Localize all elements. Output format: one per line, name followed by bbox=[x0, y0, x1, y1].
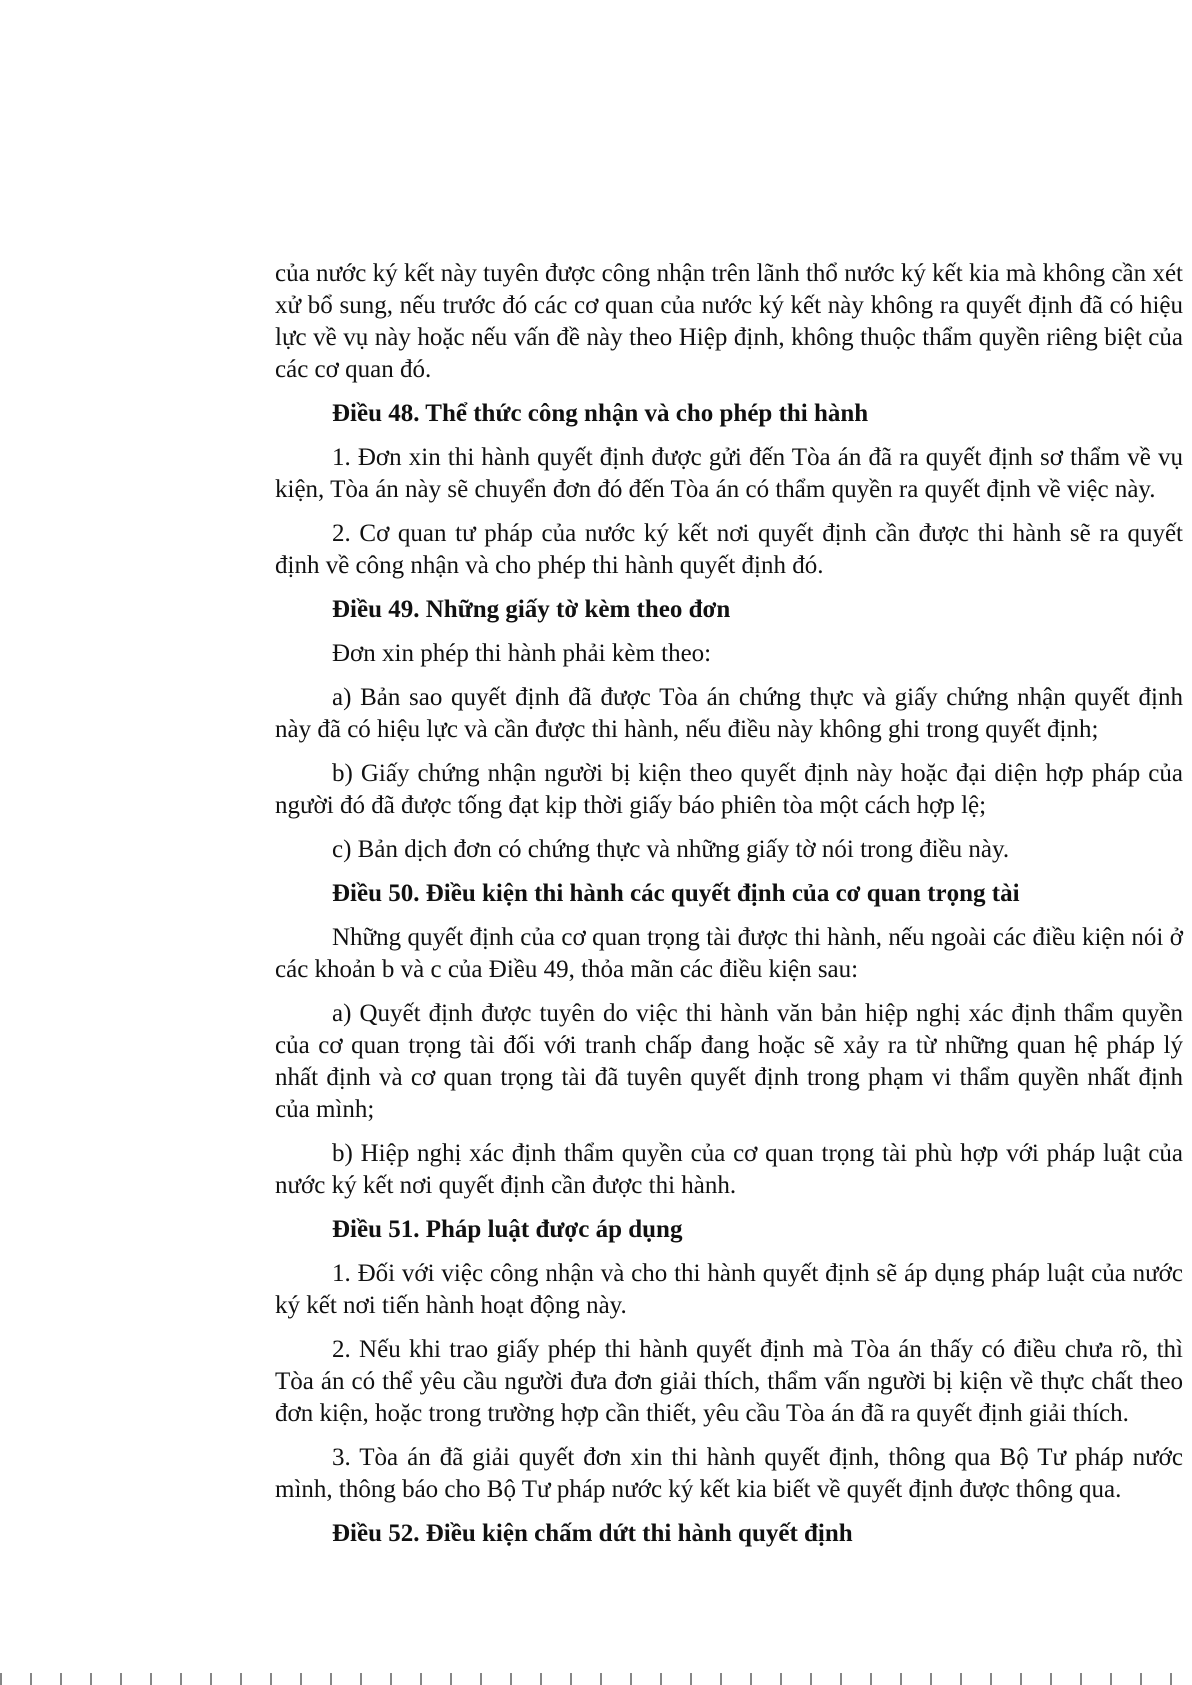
article-50-item-a: a) Quyết định được tuyên do việc thi hành văn bản hiệp nghị xác định thẩm quyền của cơ quan trọng tài đối với tranh chấp đang hoặc sẽ xảy ra từ những quan hệ pháp lý nhất định và cơ quan trọng tài đã tuyên quyết định trong phạm vi thẩm quyền nhất định của mình; bbox=[275, 1000, 1183, 1123]
article-52-heading: Điều 52. Điều kiện chấm dứt thi hành quyết định bbox=[332, 1520, 853, 1547]
article-50-item-b: b) Hiệp nghị xác định thẩm quyền của cơ quan trọng tài phù hợp với pháp luật của nước ký kết nơi quyết định cần được thi hành. bbox=[275, 1140, 1183, 1199]
article-51-clause-3: 3. Tòa án đã giải quyết đơn xin thi hành quyết định, thông qua Bộ Tư pháp nước mình, thông báo cho Bộ Tư pháp nước ký kết kia biết về quyết định được thông qua. bbox=[275, 1444, 1183, 1503]
document-page bbox=[275, 258, 1183, 1550]
article-48-clause-2: 2. Cơ quan tư pháp của nước ký kết nơi quyết định cần được thi hành sẽ ra quyết định về công nhận và cho phép thi hành quyết định đó. bbox=[275, 520, 1183, 579]
article-49-item-a: a) Bản sao quyết định đã được Tòa án chứng thực và giấy chứng nhận quyết định này đã có hiệu lực và cần được thi hành, nếu điều này không ghi trong quyết định; bbox=[275, 684, 1183, 743]
paragraph-continuation: của nước ký kết này tuyên được công nhận trên lãnh thổ nước ký kết kia mà không cần xét xử bổ sung, nếu trước đó các cơ quan của nước ký kết này không ra quyết định đã có hiệu lực về vụ này hoặc nếu vấn đề này theo Hiệp định, không thuộc thẩm quyền riêng biệt của các cơ quan đó. bbox=[275, 260, 1183, 383]
article-50-intro: Những quyết định của cơ quan trọng tài được thi hành, nếu ngoài các điều kiện nói ở các khoản b và c của Điều 49, thỏa mãn các điều kiện sau: bbox=[275, 924, 1183, 983]
article-49-item-b: b) Giấy chứng nhận người bị kiện theo quyết định này hoặc đại diện hợp pháp của người đó đã được tống đạt kịp thời giấy báo phiên tòa một cách hợp lệ; bbox=[275, 760, 1183, 819]
article-48-clause-1: 1. Đơn xin thi hành quyết định được gửi đến Tòa án đã ra quyết định sơ thẩm về vụ kiện, Tòa án này sẽ chuyển đơn đó đến Tòa án có thẩm quyền ra quyết định về việc này. bbox=[275, 444, 1183, 503]
article-51-clause-2: 2. Nếu khi trao giấy phép thi hành quyết định mà Tòa án thấy có điều chưa rõ, thì Tòa án có thể yêu cầu người đưa đơn giải thích, thẩm vấn người bị kiện về thực chất theo đơn kiện, hoặc trong trường hợp cần thiết, yêu cầu Tòa án đã ra quyết định giải thích. bbox=[275, 1336, 1183, 1427]
page-bottom-edge bbox=[0, 1673, 1192, 1685]
article-51-heading: Điều 51. Pháp luật được áp dụng bbox=[332, 1216, 683, 1243]
article-48-heading: Điều 48. Thể thức công nhận và cho phép thi hành bbox=[332, 400, 869, 427]
article-49-item-c: c) Bản dịch đơn có chứng thực và những giấy tờ nói trong điều này. bbox=[332, 836, 1010, 863]
article-50-heading: Điều 50. Điều kiện thi hành các quyết định của cơ quan trọng tài bbox=[332, 880, 1020, 907]
article-51-clause-1: 1. Đối với việc công nhận và cho thi hành quyết định sẽ áp dụng pháp luật của nước ký kết nơi tiến hành hoạt động này. bbox=[275, 1260, 1183, 1319]
article-49-heading: Điều 49. Những giấy tờ kèm theo đơn bbox=[332, 596, 731, 623]
article-49-intro: Đơn xin phép thi hành phải kèm theo: bbox=[332, 640, 712, 667]
